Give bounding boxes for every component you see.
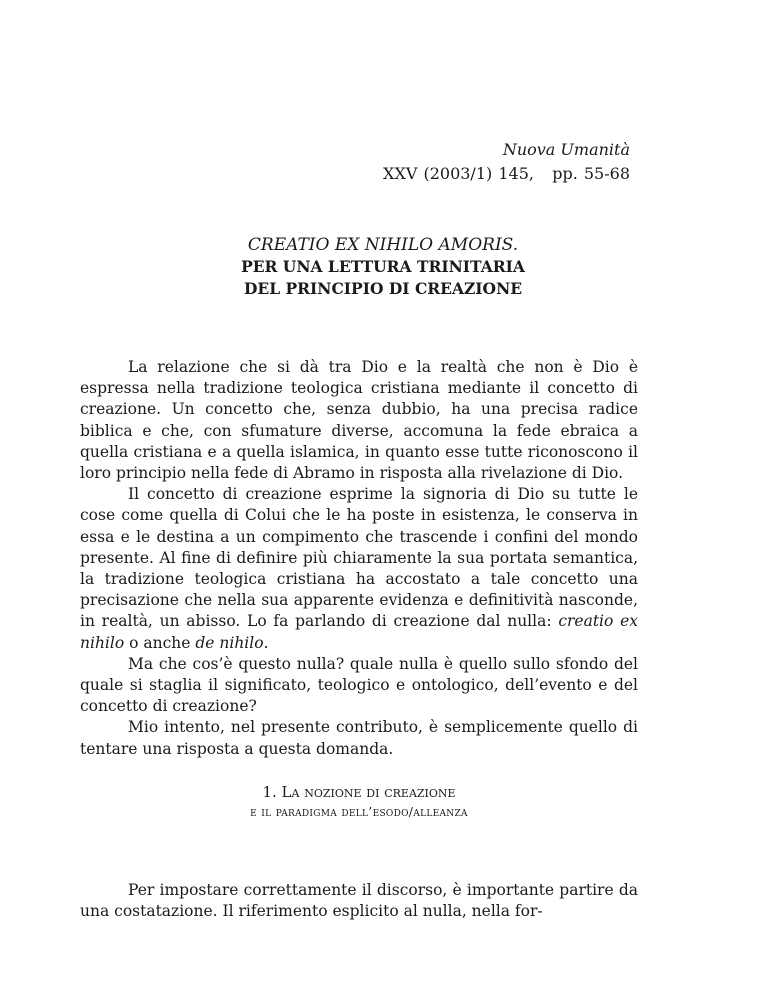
title-line-3: DEL PRINCIPIO DI CREAZIONE	[243, 279, 523, 298]
paragraph-2	[80, 484, 638, 654]
title-line-1: CREATIO EX NIHILO AMORIS.	[247, 235, 519, 255]
section-heading-line-1: 1. La nozione di creazione	[262, 783, 456, 801]
journal-name: Nuova Umanità	[502, 140, 630, 159]
article-body	[80, 357, 638, 760]
paragraph-2-end: .	[263, 633, 269, 652]
article-body-continued	[80, 880, 638, 922]
journal-header	[383, 138, 630, 186]
paragraph-4: Mio intento, nel presente contributo, è semplicemente quello di tentare una risposta a questa domanda.	[80, 718, 638, 758]
paragraph-2-mid: o anche	[124, 633, 196, 652]
paragraph-3: Ma che cos’è questo nulla? quale nulla è quello sullo sfondo del quale si staglia il significato, teologico e ontologico, dell’evento e del concetto di creazione?	[80, 654, 638, 716]
title-line-2: PER UNA LETTURA TRINITARIA	[241, 257, 525, 276]
issue-info: XXV (2003/1) 145, pp. 55-68	[383, 164, 630, 183]
latin-term-2: de nihilo	[195, 633, 264, 652]
paragraph-1: La relazione che si dà tra Dio e la realtà che non è Dio è espressa nella tradizione teologica cristiana mediante il concetto di creazione. Un concetto che, senza dubbio, ha una precisa radice biblica e che, con sfumature diverse, accomuna la fede ebraica a quella cristiana e a quella islamica, in quanto esse tutte riconoscono il loro principio nella fede di Abramo in risposta alla rivelazione di Dio.	[80, 358, 638, 483]
article-title	[130, 234, 636, 300]
section-heading-line-2: e il paradigma dell’esodo/alleanza	[250, 804, 468, 819]
paragraph-2-text: Il concetto di creazione esprime la signoria di Dio su tutte le cose come quella di Colui che le ha poste in esistenza, le conserva in essa e le destina a un compimento che trascende i confini del mondo presente. Al fine di definire più chiaramente la sua portata semantica, la tradizione teologica cristiana ha accostato a tale concetto una precisazione che nella sua apparente evidenza e definitività nasconde, in realtà, un abisso. Lo fa parlando di creazione dal nulla:	[80, 485, 638, 631]
latin-term-1: creatio ex nihilo	[80, 612, 638, 652]
section-heading	[80, 782, 638, 822]
paragraph-5: Per impostare correttamente il discorso, è importante partire da una costatazione. Il riferimento esplicito al nulla, nella for-	[80, 881, 638, 921]
